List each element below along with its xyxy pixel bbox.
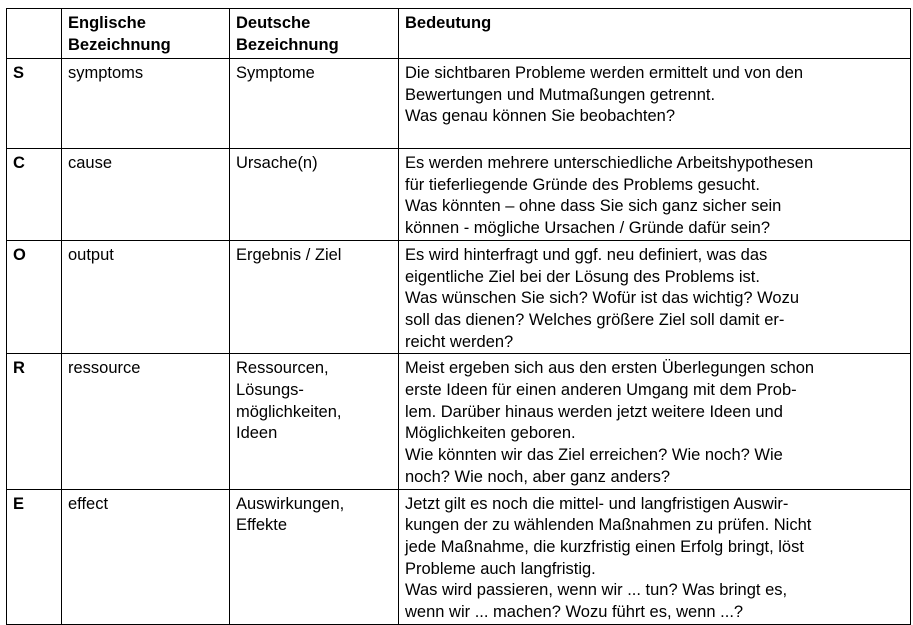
english-cell [62, 240, 230, 354]
meaning-line: soll das dienen? Welches größere Ziel soll damit er- [405, 310, 785, 329]
meaning-line: Was wünschen Sie sich? Wofür ist das wichtig? Wozu [405, 289, 800, 308]
table-row-output [7, 240, 911, 354]
letter-cell: O [7, 240, 62, 354]
german-line: Symptome [236, 64, 315, 82]
german-cell [230, 240, 399, 354]
table-row-cause [7, 149, 911, 241]
meaning-line: lem. Darüber hinaus werden jetzt weitere Ideen und [405, 402, 783, 421]
meaning-line: noch? Wie noch, aber ganz anders? [405, 467, 671, 486]
meaning-line: Wie könnten wir das Ziel erreichen? Wie noch? Wie [405, 446, 783, 465]
letter-cell: R [7, 354, 62, 489]
german-line: Ideen [236, 424, 278, 443]
meaning-line: jede Maßnahme, die kurzfristig einen Erfolg bringt, löst [405, 537, 804, 556]
meaning-cell [399, 240, 911, 354]
meaning-line: eigentliche Ziel bei der Lösung des Problems ist. [405, 267, 760, 286]
german-line: Effekte [236, 516, 288, 535]
table-row-effect [7, 489, 911, 624]
german-cell [230, 149, 399, 241]
german-line: Auswirkungen, [236, 494, 345, 513]
header-english-cell [62, 9, 230, 59]
english-line: output [68, 245, 114, 264]
meaning-line: reicht werden? [405, 332, 514, 351]
meaning-line: kungen der zu wählenden Maßnahmen zu prüfen. Nicht [405, 516, 812, 535]
meaning-line: Die sichtbaren Probleme werden ermittelt und von den [405, 64, 804, 82]
header-german-line: Bezeichnung [236, 35, 339, 54]
meaning-line: für tieferliegende Gründe des Problems gesucht. [405, 175, 760, 194]
english-cell [62, 354, 230, 489]
german-line: Ressourcen, [236, 359, 329, 378]
header-meaning-cell [399, 9, 911, 59]
table-row-ressource [7, 354, 911, 489]
meaning-cell [399, 59, 911, 149]
english-cell [62, 59, 230, 149]
german-line: Ergebnis / Ziel [236, 245, 342, 264]
meaning-cell [399, 489, 911, 624]
german-line: Ursache(n) [236, 154, 318, 172]
english-line: effect [68, 494, 109, 513]
header-letter-cell [7, 9, 62, 59]
header-row [7, 9, 911, 59]
meaning-line: Jetzt gilt es noch die mittel- und langfristigen Auswir- [405, 494, 789, 513]
english-line: symptoms [68, 64, 144, 82]
meaning-line: Was wird passieren, wenn wir ... tun? Was bringt es, [405, 581, 788, 600]
header-german-cell [230, 9, 399, 59]
meaning-cell [399, 149, 911, 241]
meaning-line: Was genau können Sie beobachten? [405, 107, 676, 126]
table-row-symptoms [7, 59, 911, 149]
score-model-table [6, 8, 911, 625]
letter-cell: S [7, 59, 62, 149]
meaning-line: Bewertungen und Mutmaßungen getrennt. [405, 85, 716, 104]
meaning-line: Es wird hinterfragt und ggf. neu definiert, was das [405, 245, 768, 264]
english-line: cause [68, 154, 113, 172]
meaning-cell [399, 354, 911, 489]
german-cell [230, 59, 399, 149]
meaning-line: können - mögliche Ursachen / Gründe dafür sein? [405, 219, 771, 238]
german-cell [230, 354, 399, 489]
header-english-line: Bezeichnung [68, 35, 171, 54]
meaning-line: wenn wir ... machen? Wozu führt es, wenn ...? [405, 603, 744, 622]
header-english-line: Englische [68, 14, 146, 32]
letter-cell: E [7, 489, 62, 624]
meaning-line: Es werden mehrere unterschiedliche Arbeitshypothesen [405, 154, 814, 172]
header-meaning-line: Bedeutung [405, 14, 492, 32]
meaning-line: Was könnten – ohne dass Sie sich ganz sicher sein [405, 197, 782, 216]
english-cell [62, 489, 230, 624]
german-cell [230, 489, 399, 624]
meaning-line: Meist ergeben sich aus den ersten Überlegungen schon [405, 359, 815, 378]
meaning-line: Probleme auch langfristig. [405, 559, 596, 578]
header-german-line: Deutsche [236, 14, 311, 32]
meaning-line: erste Ideen für einen anderen Umgang mit dem Prob- [405, 381, 797, 400]
german-line: Lösungs- [236, 381, 304, 400]
german-line: möglichkeiten, [236, 402, 342, 421]
english-line: ressource [68, 359, 141, 378]
letter-cell: C [7, 149, 62, 241]
english-cell [62, 149, 230, 241]
meaning-line: Möglichkeiten geboren. [405, 424, 576, 443]
